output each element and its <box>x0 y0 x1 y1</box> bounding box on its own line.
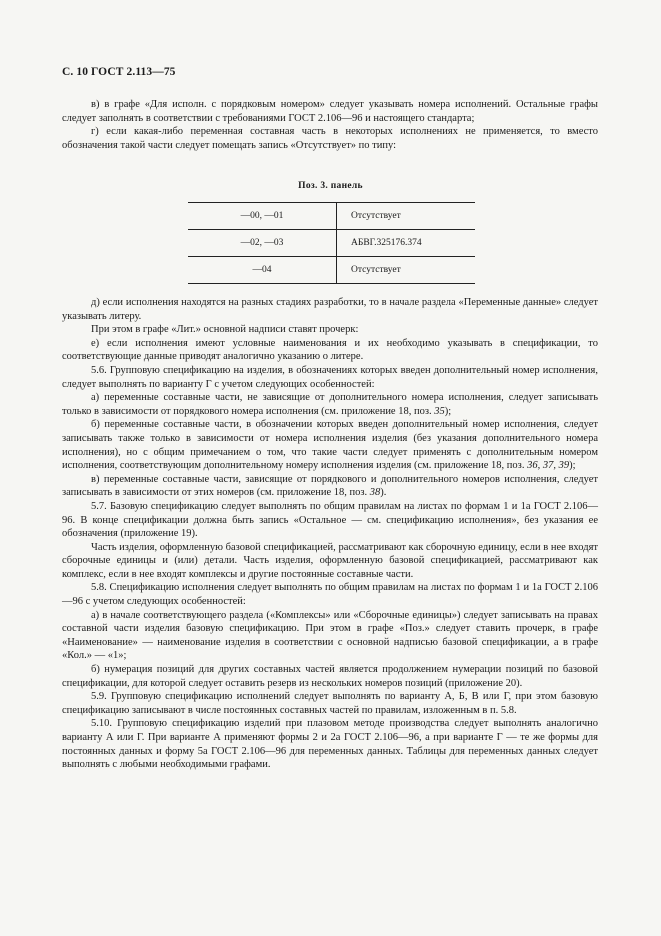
paragraph-text: ); <box>569 460 576 472</box>
paragraph-g: г) если какая-либо переменная составная часть в некоторых исполнениях не применяется, то вместо обозначения такой части следует помещать запись «Отсутствует» по типу: <box>62 126 598 151</box>
page-header: С. 10 ГОСТ 2.113—75 <box>62 66 176 78</box>
paragraph-5-9: 5.9. Групповую спецификацию исполнений следует выполнять по варианту А, Б, В или Г, при этом базовую спецификацию записывают в числе постоянных составных частей по правилам, изложенным в п. 5.8. <box>62 691 598 716</box>
table-row <box>188 230 475 257</box>
position-reference: 38 <box>369 487 381 499</box>
paragraph-d: д) если исполнения находятся на разных стадиях разработки, то в начале раздела «Переменные данные» следует указывать литеру. <box>62 297 598 322</box>
positions-table <box>188 202 475 284</box>
paragraph-5-6-a <box>62 391 598 418</box>
intro-text <box>62 98 598 152</box>
position-reference: 35 <box>434 405 445 417</box>
table-cell-designation: Отсутствует <box>351 265 401 275</box>
paragraph-5-6-b <box>62 418 598 472</box>
paragraph-5-7: 5.7. Базовую спецификацию следует выполнять по общим правилам на листах по формам 1 и 1а ГОСТ 2.106—96. В конце спецификации должна быть запись «Остальное — см. спецификацию исполнения», без указания ее обозначения (приложение 19). <box>62 500 598 540</box>
paragraph-5-6-v <box>62 473 598 500</box>
paragraph-5-7-part: Часть изделия, оформленную базовой спецификацией, рассматривают как сборочную единицу, если в нее входят сборочные единицы и (или) детали. Часть изделия, оформленную базовой спецификацией, рассматривают как комплекс, если в нее входят комплексы и другие постоянные составные части. <box>62 541 598 580</box>
paragraph-text: ). <box>380 487 387 499</box>
main-text <box>62 296 598 772</box>
paragraph-text: ); <box>444 405 452 417</box>
table-row <box>188 257 475 284</box>
paragraph-e: е) если исполнения имеют условные наименования и их необходимо указывать в спецификации, то соответствующие данные приводят аналогично указанию о литере. <box>62 337 598 363</box>
paragraph-lit: При этом в графе «Лит.» основной надписи ставят прочерк: <box>91 324 359 336</box>
position-reference: 36, 37, 39 <box>527 460 570 472</box>
paragraph-v: в) в графе «Для исполн. с порядковым номером» следует указывать номера исполнений. Остальные графы следует заполнять в соответствии с требованиями ГОСТ 2.106—96 и настоящего стандарта; <box>62 99 598 124</box>
table-cell-positions: —00, —01 <box>188 203 337 230</box>
paragraph-text: а) переменные составные части, не зависящие от дополнительного номера исполнения, следует записывать только в зависимости от порядкового номера исполнения (см. приложение 18, поз. <box>62 392 598 417</box>
paragraph-5-8-a: а) в начале соответствующего раздела («Комплексы» или «Сборочные единицы») следует записывать на правах составной части изделия базовую спецификацию. При этом в графе «Поз.» следует ставить прочерк, в графе «Наименование» — наименование изделия в соответствии с основной надписью базовой спецификации, а в графе «Кол.» — «1»; <box>62 609 598 662</box>
table-cell-positions: —02, —03 <box>188 230 337 257</box>
table-cell-designation: АБВГ.325176.374 <box>351 238 422 248</box>
paragraph-text: б) переменные составные части, в обозначении которых введен дополнительный номер исполнения, следует записывать также только в зависимости от номера исполнения изделия (без указания дополнительного номера исполнения), но с общим примечанием о том, что такие части следует применять с дополнительным номером исполнения, соответствующим дополнительному номеру исполнения изделия (см. приложение 18, поз. <box>62 419 598 472</box>
paragraph-5-6: 5.6. Групповую спецификацию на изделия, в обозначениях которых введен дополнительный номер исполнения, следует выполнять по варианту Г с учетом следующих особенностей: <box>62 364 598 390</box>
table-cell-positions: —04 <box>188 257 337 284</box>
paragraph-text: в) переменные составные части, зависящие от порядкового и дополнительного номеров исполнения, следует записывать в зависимости от этих номеров (см. приложение 18, поз. <box>62 473 598 499</box>
table-cell-designation: Отсутствует <box>351 211 401 221</box>
paragraph-5-10: 5.10. Групповую спецификацию изделий при плазовом методе производства следует выполнять аналогично варианту А или Г. При варианте А применяют формы 2 и 2а ГОСТ 2.106—96, а при варианте Г — те же формы для постоянных данных и форму 5а ГОСТ 2.106—96 для переменных данных. Таблицы для переменных данных следует выполнять с любыми необходимыми графами. <box>62 718 598 771</box>
paragraph-5-8-b: б) нумерация позиций для других составных частей является продолжением нумерации позиций по базовой спецификации, для которой следует оставить резерв из нескольких номеров позиций (приложение 20). <box>62 664 598 689</box>
paragraph-5-8: 5.8. Спецификацию исполнения следует выполнять по общим правилам на листах по формам 1 и 1а ГОСТ 2.106—96 с учетом следующих особенностей: <box>62 582 598 608</box>
table-caption: Поз. 3. панель <box>298 181 363 191</box>
table-row <box>188 203 475 230</box>
